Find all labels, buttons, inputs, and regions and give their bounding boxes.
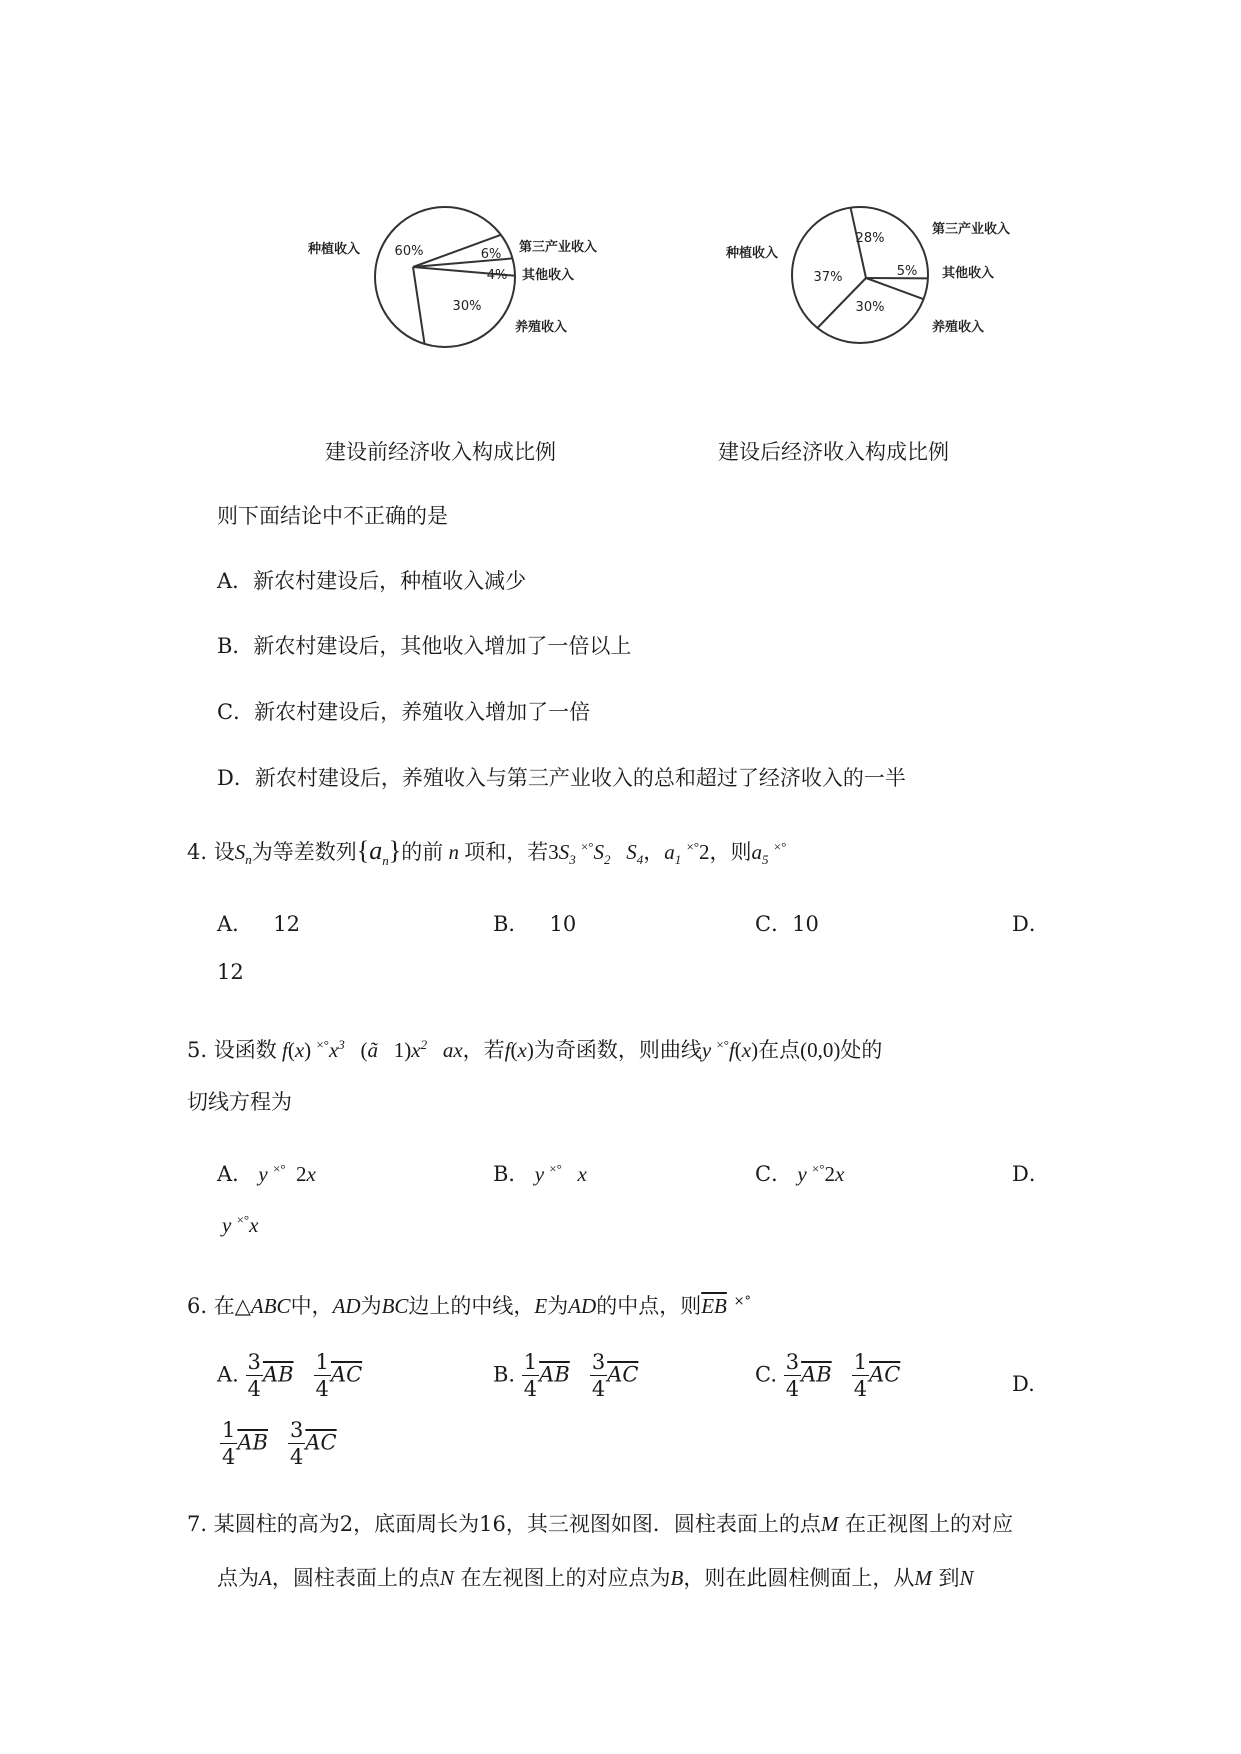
pie-category-label-0: 种植收入 — [308, 242, 361, 257]
pie-slice-label-1: 28% — [855, 231, 885, 246]
q6-math-ad-2: AD — [568, 1294, 597, 1318]
q7-math-a: A — [259, 1566, 272, 1590]
q5-stem — [187, 1034, 882, 1064]
q5-text-3: 为奇函数，则曲线 — [533, 1038, 702, 1062]
q6-option-a — [217, 1352, 362, 1400]
q5-stem-line2: 切线方程为 — [187, 1090, 292, 1114]
q7-text-6: ，则在此圆柱侧面上，从 — [683, 1566, 915, 1590]
pie-slice-label-1: 6% — [480, 247, 502, 262]
q4-text-2: 为等差数列 — [251, 840, 357, 864]
q3-option-c: C．新农村建设后，养殖收入增加了一倍 — [217, 700, 591, 724]
pie-slice-label-3: 30% — [855, 300, 885, 315]
q6-text-6: 的中点，则 — [596, 1294, 702, 1318]
pie-slice-label-2: 4% — [486, 268, 508, 283]
q6-option-b-frac-2: $\frac{3}{4}$ — [591, 1350, 606, 1401]
pie-slice-label-2: 5% — [896, 264, 918, 279]
q5-option-d-math: y ×°x — [222, 1212, 259, 1237]
q6-option-d-vec-ac: $\overline{AC}$ — [305, 1430, 337, 1455]
q4-option-d-value: 12 — [217, 960, 244, 984]
q6-option-c-letter: C. — [755, 1362, 777, 1387]
q4-math-condition: $3S_3$ $^{\times^\circ}S_2$ $S_4$ — [548, 839, 644, 868]
pie-chart-after-svg — [700, 190, 1010, 360]
q4-math-n: n — [443, 840, 465, 864]
q5-option-c-math: y ×°2x — [792, 1161, 845, 1186]
pie-chart-before — [300, 190, 600, 360]
q6-option-b-letter: B. — [493, 1362, 516, 1387]
q6-text-4: 边上的中线， — [408, 1294, 535, 1318]
q5-text-1: 设函数 — [213, 1038, 277, 1062]
q7-text-5: 在左视图上的对应点为 — [460, 1566, 671, 1590]
q4-option-a-letter: A． — [217, 912, 254, 936]
q5-math-point: (0,0) — [800, 1038, 841, 1062]
q4-text-5: ， — [643, 840, 665, 864]
q6-math-bc: BC — [381, 1294, 409, 1318]
q5-text-4: 在点 — [758, 1038, 801, 1062]
q6-text-1: 在 — [213, 1294, 235, 1318]
q4-option-a — [217, 908, 300, 938]
q4-math-an: $\{a_n\}$ — [356, 836, 402, 869]
q3-option-a: A．新农村建设后，种植收入减少 — [217, 569, 527, 593]
q5-math-curve: y ×°f(x) — [701, 1037, 759, 1062]
q7-text-3: 点为 — [217, 1566, 259, 1590]
q3-option-b: B．新农村建设后，其他收入增加了一倍以上 — [217, 634, 632, 658]
q5-math-fx: f(x) — [504, 1038, 534, 1062]
q4-option-c-value: 10 — [792, 912, 819, 936]
q6-option-b — [493, 1352, 638, 1400]
q6-option-a-vec-ab: $\overline{AB}$ — [262, 1362, 294, 1387]
q4-option-b-value: 10 — [549, 912, 577, 936]
q4-text-1: 设 — [213, 840, 235, 864]
q4-stem — [187, 836, 786, 869]
q5-text-5: 处的 — [840, 1038, 883, 1062]
q4-option-c — [755, 908, 819, 938]
q6-math-e: E — [534, 1294, 548, 1318]
q5-option-a-math: y ×° 2x — [253, 1161, 316, 1186]
q6-option-d-vec-ab: $\overline{AB}$ — [237, 1430, 268, 1455]
q6-math-ad: AD — [332, 1294, 361, 1318]
q5-option-b-letter: B． — [493, 1162, 530, 1186]
q6-option-d-frac-1: $\frac{1}{4}$ — [222, 1418, 236, 1469]
q6-option-a-frac-1: $\frac{3}{4}$ — [247, 1350, 261, 1401]
q6-option-a-frac-2: $\frac{1}{4}$ — [315, 1350, 329, 1401]
q4-math-a5: $a_5$ ×° — [751, 839, 787, 868]
q5-option-d-letter: D． — [1012, 1162, 1050, 1186]
q4-text-4: 项和，若 — [464, 840, 549, 864]
chart-caption-after: 建设后经济收入构成比例 — [718, 440, 949, 464]
pie-chart-before-svg — [300, 190, 600, 360]
q4-text-6: ，则 — [709, 840, 752, 864]
q7-text-1: 某圆柱的高为2，底面周长为16，其三视图如图．圆柱表面上的点 — [213, 1512, 821, 1536]
q6-option-d-frac-2: $\frac{3}{4}$ — [290, 1418, 304, 1469]
q6-option-b-vec-ab: $\overline{AB}$ — [539, 1362, 570, 1387]
q4-text-3: 的前 — [401, 840, 444, 864]
q7-text-2: 在正视图上的对应 — [845, 1512, 1014, 1536]
q6-stem — [187, 1290, 751, 1320]
pie-slice-label-0: 37% — [813, 270, 843, 285]
pie-category-label-3: 养殖收入 — [932, 320, 985, 335]
q5-option-a — [217, 1158, 316, 1188]
pie-category-label-1: 第三产业收入 — [519, 240, 598, 255]
q7-text-7: 到 — [938, 1566, 960, 1590]
q6-option-a-vec-ac: $\overline{AC}$ — [330, 1362, 363, 1387]
q4-math-a1: $a_1$ ×°2 — [664, 839, 710, 868]
q6-math-eb-vector: $\overline{EB}$ — [701, 1294, 727, 1318]
q6-number: 6. — [187, 1294, 208, 1318]
q7-math-m: M — [820, 1512, 839, 1536]
q6-option-d-letter: D. — [1012, 1372, 1035, 1396]
q4-option-d-letter: D． — [1012, 912, 1050, 936]
pie-chart-after — [700, 190, 1010, 360]
pie-category-label-0: 种植收入 — [726, 246, 779, 261]
q5-number: 5. — [187, 1038, 208, 1062]
q5-text-2: ，若 — [462, 1038, 505, 1062]
q5-math-function: f(x) $^{\times^\circ}x^3$ (ã $1)x^2$ ax — [276, 1037, 463, 1062]
q6-option-c-frac-2: $\frac{1}{4}$ — [853, 1350, 868, 1401]
q6-option-d — [220, 1420, 337, 1468]
q6-option-b-frac-1: $\frac{1}{4}$ — [523, 1350, 538, 1401]
q6-text-3: 为 — [360, 1294, 382, 1318]
q5-option-c-letter: C． — [755, 1162, 793, 1186]
pie-slice-label-3: 30% — [452, 299, 482, 314]
pie-category-label-1: 第三产业收入 — [932, 222, 1010, 237]
q6-text-2: 中， — [290, 1294, 333, 1318]
q4-option-c-letter: C． — [755, 912, 793, 936]
q4-option-a-value: 12 — [273, 912, 300, 936]
q6-option-a-letter: A. — [217, 1362, 239, 1387]
pie-category-label-3: 养殖收入 — [515, 320, 568, 335]
q7-math-m-2: M — [914, 1566, 932, 1590]
q6-math-glyph: ×° — [733, 1294, 751, 1309]
q7-stem-line2 — [217, 1562, 974, 1592]
pie-category-label-2: 其他收入 — [522, 268, 575, 283]
q7-math-n-2: N — [959, 1566, 974, 1590]
q4-option-b-letter: B． — [493, 912, 530, 936]
q3-option-d: D．新农村建设后，养殖收入与第三产业收入的总和超过了经济收入的一半 — [217, 766, 906, 790]
q4-option-b — [493, 908, 576, 938]
q6-option-b-vec-ac: $\overline{AC}$ — [607, 1362, 639, 1387]
q5-option-b-math: y ×° x — [529, 1161, 587, 1186]
q7-text-4: ，圆柱表面上的点 — [271, 1566, 440, 1590]
q4-math-sn: $S_n$ — [234, 840, 252, 868]
q4-number: 4. — [187, 840, 208, 864]
q6-option-c-frac-1: $\frac{3}{4}$ — [785, 1350, 800, 1401]
q5-option-a-letter: A． — [217, 1162, 254, 1186]
q7-math-b: B — [670, 1566, 684, 1590]
pie-category-label-2: 其他收入 — [942, 266, 995, 281]
q6-math-triangle: △ABC — [234, 1294, 291, 1318]
q6-text-5: 为 — [547, 1294, 569, 1318]
pie-slice-label-0: 60% — [394, 244, 424, 259]
q7-math-n: N — [439, 1566, 454, 1590]
q3-stem: 则下面结论中不正确的是 — [217, 504, 448, 528]
q7-stem-line1 — [187, 1508, 1013, 1538]
q5-option-b — [493, 1158, 587, 1188]
q6-option-c — [755, 1352, 900, 1400]
q6-option-c-vec-ac: $\overline{AC}$ — [869, 1362, 901, 1387]
q5-option-c — [755, 1158, 844, 1188]
q7-number: 7. — [187, 1512, 208, 1536]
q6-option-c-vec-ab: $\overline{AB}$ — [801, 1362, 832, 1387]
chart-caption-before: 建设前经济收入构成比例 — [325, 440, 556, 464]
